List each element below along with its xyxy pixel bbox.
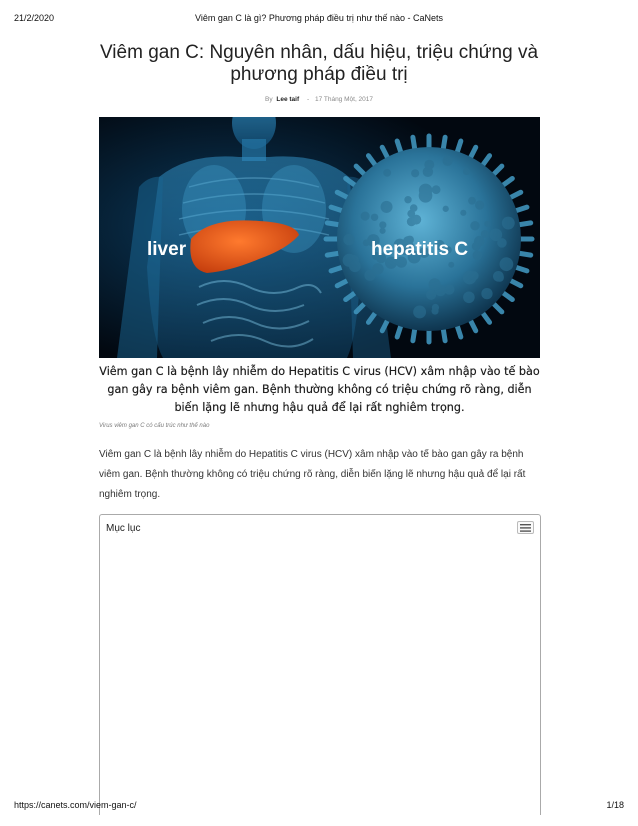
page-number: 1/18 — [606, 800, 624, 810]
liver-label: liver — [147, 239, 187, 260]
print-page-title: Viêm gan C là gì? Phương pháp điều trị như thế nào - CaNets — [195, 13, 443, 23]
virus-label: hepatitis C — [371, 239, 469, 260]
hero-caption: Viêm gan C là bệnh lây nhiễm do Hepatitis C virus (HCV) xâm nhập vào tế bào gan gây ra bệnh viêm gan. Bệnh thường không có triệu chứng rõ ràng, diễn biến lặng lẽ nhưng hậu quả để lại rất nghiêm trọng. — [99, 365, 540, 414]
toc-toggle-button[interactable] — [517, 521, 534, 534]
intro-paragraph: Viêm gan C là bệnh lây nhiễm do Hepatitis C virus (HCV) xâm nhập vào tế bào gan gây ra bệnh viêm gan. Bệnh thường không có triệu chứng rõ ràng, diễn biến lặng lẽ nhưng hậu quả để lại rất nghiêm trọng. — [99, 449, 526, 500]
hero-illustration — [99, 117, 540, 358]
table-of-contents — [99, 514, 541, 815]
hero-image — [99, 117, 540, 358]
byline — [0, 96, 638, 103]
toc-title: Mục lục — [106, 523, 141, 534]
byline-by: By — [264, 96, 273, 103]
print-header — [14, 13, 624, 27]
publish-date: 17 Tháng Một, 2017 — [314, 96, 374, 103]
list-icon — [520, 524, 531, 532]
byline-separator: - — [306, 96, 310, 103]
print-date: 21/2/2020 — [14, 13, 55, 23]
print-footer — [14, 800, 624, 814]
article-title: Viêm gan C: Nguyên nhân, dấu hiệu, triệu chứng và phương pháp điều trị — [99, 42, 539, 85]
figure-note: Virus viêm gan C có cấu trúc như thế nào — [99, 423, 210, 429]
author-link[interactable]: Lee taif — [276, 96, 300, 103]
print-url: https://canets.com/viem-gan-c/ — [14, 800, 137, 810]
